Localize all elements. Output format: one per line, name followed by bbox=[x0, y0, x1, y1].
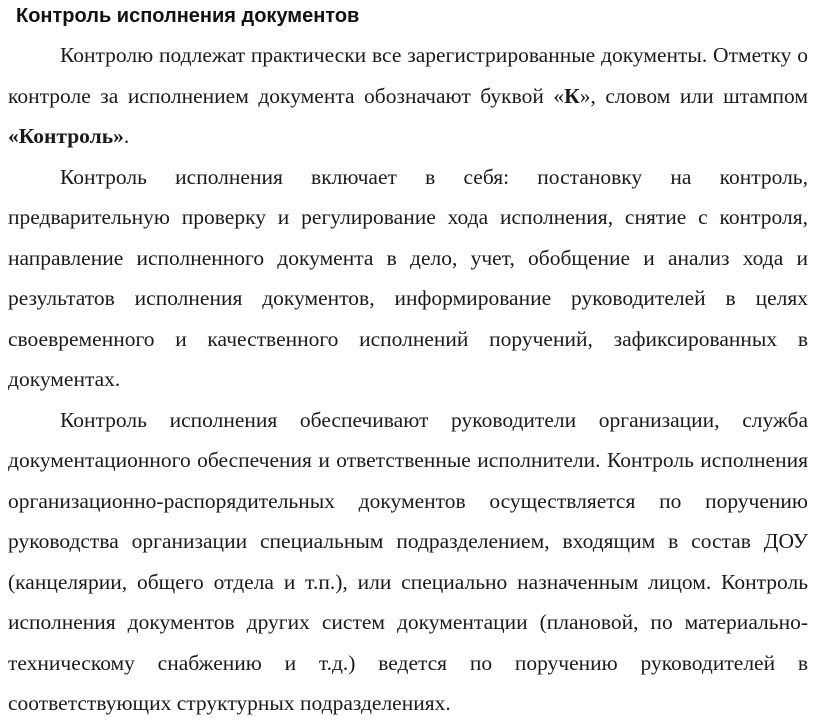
paragraph-1-text-b: », словом или штампом bbox=[579, 83, 808, 108]
page-title: Контроль исполнения документов bbox=[16, 5, 360, 27]
paragraph-3: Контроль исполнения обеспечивают руководители организации, служба документационного обеспечения и ответственные исполнители. Контроль исполнения организационно-распорядительных документов осуществляется по поручению руководства организации специальным подразделением, входящим в состав ДОУ (канцелярии, общего отдела и т.п.), или специально назначенным лицом. Контроль исполнения документов других систем документации (плановой, по материально-техническому снабжению и т.д.) ведется по поручению руководителей в соответствующих структурных подразделениях. bbox=[8, 407, 808, 715]
document-body bbox=[8, 35, 808, 724]
paragraph-2: Контроль исполнения включает в себя: постановку на контроль, предварительную проверку и регулирование хода исполнения, снятие с контроля, направление исполненного документа в дело, учет, обобщение и анализ хода и результатов исполнения документов, информирование руководителей в целях своевременного и качественного исполнений поручений, зафиксированных в документах. bbox=[8, 164, 808, 391]
paragraph-1-text-a: Контролю подлежат практически все зарегистрированные документы. Отметку о контроле за исполнением документа обозначают буквой « bbox=[8, 43, 808, 108]
control-stamp-word: «Контроль» bbox=[8, 124, 124, 148]
letter-k-mark: К bbox=[564, 83, 580, 108]
paragraph-1-text-c: . bbox=[123, 124, 130, 148]
paragraph-1 bbox=[8, 35, 808, 157]
